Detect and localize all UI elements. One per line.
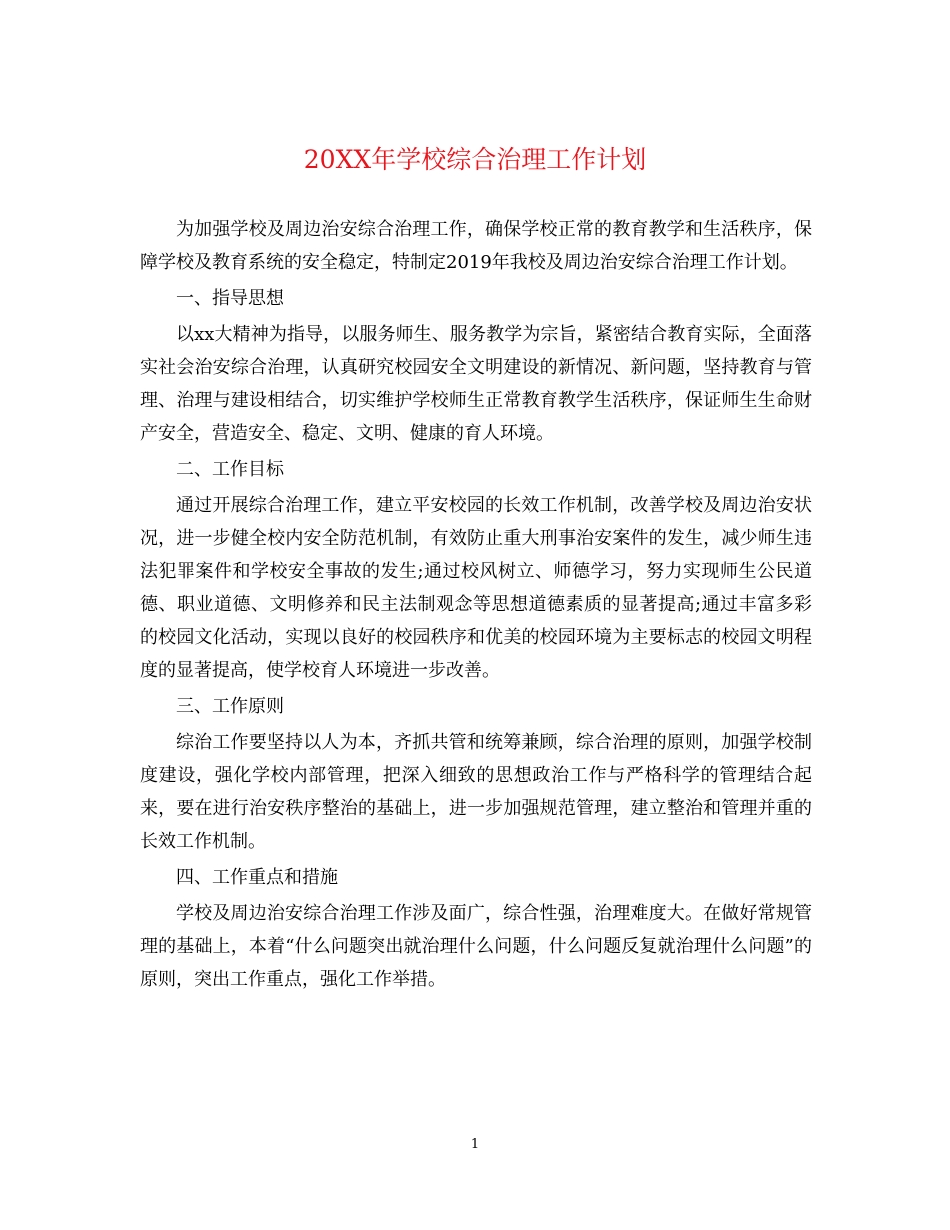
guiding-ideology-paragraph: 以xx大精神为指导，以服务师生、服务教学为宗旨，紧密结合教育实际，全面落实社会治安综合治理，认真研究校园安全文明建设的新情况、新问题，坚持教育与管理、治理与建设相结合，切实维护学校师生正常教育教学生活秩序，保证师生生命财产安全，营造安全、稳定、文明、健康的育人环境。 — [140, 324, 812, 444]
work-principles-paragraph: 综治工作要坚持以人为本，齐抓共管和统筹兼顾，综合治理的原则，加强学校制度建设，强化学校内部管理，把深入细致的思想政治工作与严格科学的管理结合起来，要在进行治安秩序整治的基础上，进一步加强规范管理，建立整治和管理并重的长效工作机制。 — [140, 732, 812, 852]
key-measures-paragraph: 学校及周边治安综合治理工作涉及面广，综合性强，治理难度大。在做好常规管理的基础上，本着“什么问题突出就治理什么问题，什么问题反复就治理什么问题”的原则，突出工作重点，强化工作举措。 — [140, 903, 812, 990]
section-heading-work-principles: 三、工作原则 — [176, 696, 284, 717]
section-heading-guiding-ideology: 一、指导思想 — [176, 288, 284, 309]
section-heading-key-measures: 四、工作重点和措施 — [176, 867, 338, 888]
work-goals-paragraph: 通过开展综合治理工作，建立平安校园的长效工作机制，改善学校及周边治安状况，进一步健全校内安全防范机制，有效防止重大刑事治安案件的发生，减少师生违法犯罪案件和学校安全事故的发生;通过校风树立、师德学习，努力实现师生公民道德、职业道德、文明修养和民主法制观念等思想道德素质的显著提高;通过丰富多彩的校园文化活动，实现以良好的校园秩序和优美的校园环境为主要标志的校园文明程度的显著提高，使学校育人环境进一步改善。 — [140, 495, 812, 681]
document-title: 20XX年学校综合治理工作计划 — [303, 145, 647, 174]
intro-paragraph: 为加强学校及周边治安综合治理工作，确保学校正常的教育教学和生活秩序，保障学校及教育系统的安全稳定，特制定2019年我校及周边治安综合治理工作计划。 — [140, 219, 812, 273]
document-body — [140, 213, 812, 996]
section-heading-work-goals: 二、工作目标 — [176, 459, 284, 480]
page-number: 1 — [470, 1137, 480, 1152]
